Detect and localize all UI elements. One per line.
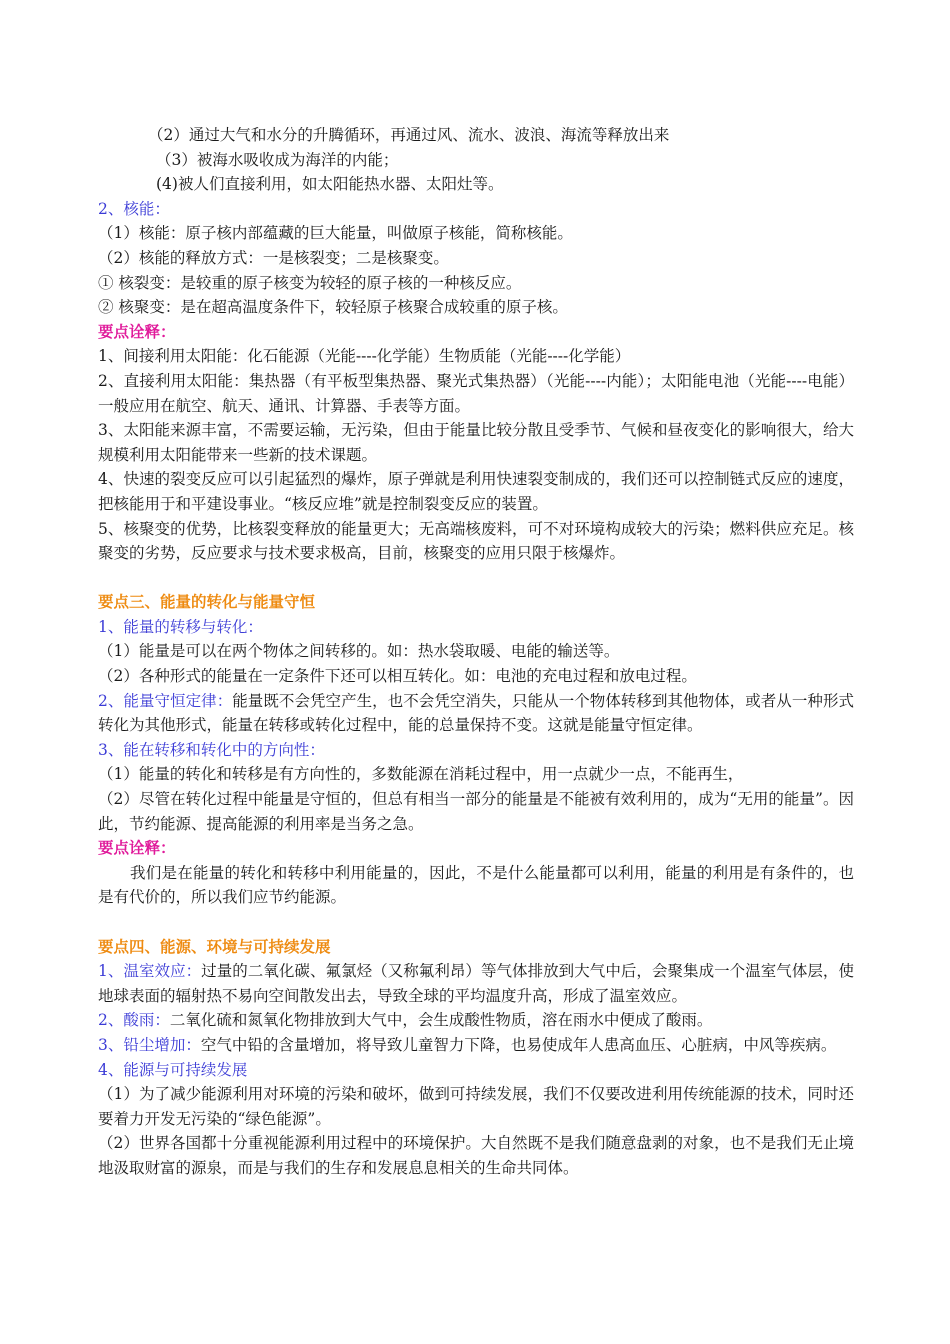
section3-notes-heading: 要点诠释：: [98, 838, 176, 858]
section3-sub1-item: （2）各种形式的能量在一定条件下还可以相互转化。如：电池的充电过程和放电过程。: [98, 667, 697, 686]
notes-item: 3、太阳能来源丰富，不需要运输，无污染，但由于能量比较分散且受季节、气候和昼夜变化的影响很大，给大规模利用太阳能带来一些新的技术课题。: [98, 421, 854, 464]
notes-item: 2、直接利用太阳能：集热器（有平板型集热器、聚光式集热器）（光能----内能）；太阳能电池（光能----电能）一般应用在航空、航天、通讯、计算器、手表等方面。: [98, 371, 854, 415]
section4-p2-text: 二氧化硫和氮氧化物排放到大气中，会生成酸性物质，溶在雨水中便成了酸雨。: [169, 1011, 713, 1030]
section4-p1-text: 过量的二氧化碳、氟氯烃（又称氟利昂）等气体排放到大气中后，会聚集成一个温室气体层，使地球表面的辐射热不易向空间散发出去，导致全球的平均温度升高，形成了温室效应。: [98, 962, 854, 1005]
intro-item-4: (4)被人们直接利用，如太阳能热水器、太阳灶等。: [156, 175, 504, 194]
nuclear-item: （2）核能的释放方式：一是核裂变；二是核聚变。: [98, 248, 449, 267]
section4-p4-item: （1）为了减少能源利用对环境的污染和破坏，做到可持续发展，我们不仅要改进利用传统能源的技术，同时还要着力开发无污染的“绿色能源”。: [98, 1085, 854, 1128]
section4-p4-item: （2）世界各国都十分重视能源利用过程中的环境保护。大自然既不是我们随意盘剥的对象，也不是我们无止境地汲取财富的源泉，而是与我们的生存和发展息息相关的生命共同体。: [98, 1134, 854, 1177]
nuclear-heading: 2、核能：: [98, 199, 170, 218]
nuclear-item: ② 核聚变：是在超高温度条件下，较轻原子核聚合成较重的原子核。: [98, 298, 568, 317]
spacer: [98, 910, 854, 935]
notes-item: 4、快速的裂变反应可以引起猛烈的爆炸，原子弹就是利用快速裂变制成的，我们还可以控制链式反应的速度，把核能用于和平建设事业。“核反应堆”就是控制裂变反应的装置。: [98, 470, 854, 513]
section4-p2-label: 2、酸雨：: [98, 1011, 170, 1030]
section3-sub2: [98, 689, 854, 738]
section3-sub1-item: （1）能量是可以在两个物体之间转移的。如：热水袋取暖、电能的输送等。: [98, 642, 620, 661]
intro-item-2: （2）通过大气和水分的升腾循环，再通过风、流水、波浪、海流等释放出来: [148, 126, 670, 144]
spacer: [98, 566, 854, 591]
nuclear-item: （1）核能：原子核内部蕴藏的巨大能量，叫做原子核能，简称核能。: [98, 224, 573, 243]
section3-title: 要点三、能量的转化与能量守恒: [98, 592, 316, 612]
intro-item-3: （3）被海水吸收成为海洋的内能；: [156, 150, 399, 169]
notes-item: 5、核聚变的优势，比核裂变释放的能量更大；无高端核废料，可不对环境构成较大的污染；燃料供应充足。核聚变的劣势，反应要求与技术要求极高，目前，核聚变的应用只限于核爆炸。: [98, 519, 854, 563]
section3-sub2-text: 能量既不会凭空产生，也不会凭空消失，只能从一个物体转移到其他物体，或者从一种形式转化为其他形式，能量在转移或转化过程中，能的总量保持不变。这就是能量守恒定律。: [98, 691, 854, 735]
section3-notes-text: 我们是在能量的转化和转移中利用能量的，因此，不是什么能量都可以利用，能量的利用是有条件的，也是有代价的，所以我们应节约能源。: [98, 863, 854, 907]
section3-sub2-label: 2、能量守恒定律：: [98, 691, 233, 710]
section4-p3-label: 3、铅尘增加：: [98, 1035, 201, 1054]
notes-heading: 要点诠释：: [98, 321, 176, 341]
section3-sub3-item: （1）能量的转化和转移是有方向性的，多数能源在消耗过程中，用一点就少一点，不能再生，: [98, 765, 744, 784]
section4-p3-text: 空气中铅的含量增加，将导致儿童智力下降，也易使成年人患高血压、心脏病，中风等疾病。: [200, 1035, 837, 1054]
section4-p4-heading: 4、能源与可持续发展: [98, 1060, 248, 1079]
nuclear-item: ① 核裂变：是较重的原子核变为较轻的原子核的一种核反应。: [98, 273, 522, 292]
section4-title: 要点四、能源、环境与可持续发展: [98, 936, 331, 956]
notes-item: 1、间接利用太阳能：化石能源（光能----化学能）生物质能（光能----化学能）: [98, 347, 631, 366]
section4-p3: [98, 1033, 854, 1058]
section3-sub3-item: （2）尽管在转化过程中能量是守恒的，但总有相当一部分的能量是不能被有效利用的，成为“无用的能量”。因此，节约能源、提高能源的利用率是当务之急。: [98, 790, 854, 833]
section4-p1-label: 1、温室效应：: [98, 962, 202, 981]
section3-sub3: 3、能在转移和转化中的方向性：: [98, 740, 325, 759]
section3-sub1: 1、能量的转移与转化：: [98, 617, 263, 636]
section4-p2: [98, 1008, 854, 1033]
section4-p1: [98, 959, 854, 1008]
